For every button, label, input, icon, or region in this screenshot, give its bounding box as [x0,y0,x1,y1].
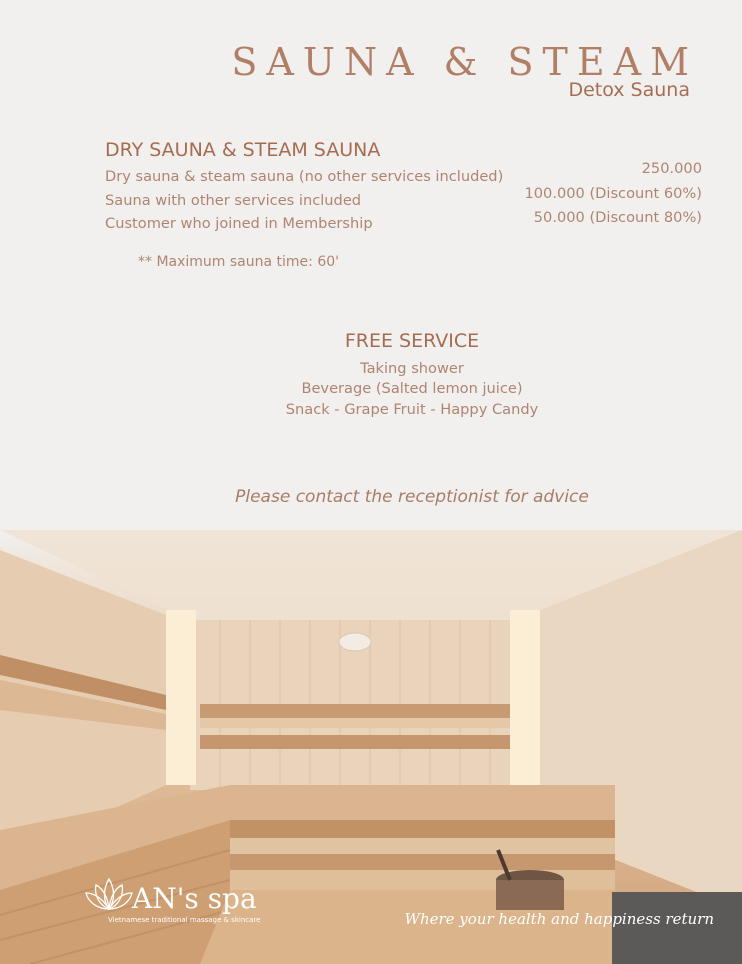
sauna-time-note: ** Maximum sauna time: 60' [138,254,339,270]
service-price: 100.000 (Discount 60%) [524,185,702,202]
service-name: Dry sauna & steam sauna (no other services included) [105,168,504,185]
brand-tagline: Vietnamese traditional massage & skincare [108,916,261,924]
service-price: 250.000 [641,160,702,177]
service-name: Customer who joined in Membership [105,215,373,232]
lotus-icon [84,875,134,913]
service-price: 50.000 (Discount 80%) [533,209,702,226]
contact-note: Please contact the receptionist for advice [235,487,589,507]
free-service-item: Beverage (Salted lemon juice) [301,380,523,397]
page-title: SAUNA & STEAM [231,40,698,84]
service-name: Sauna with other services included [105,192,362,209]
section-title: DRY SAUNA & STEAM SAUNA [105,139,381,161]
free-service-item: Taking shower [360,360,464,377]
free-service-item: Snack - Grape Fruit - Happy Candy [285,401,539,418]
brand-name: AN's spa [132,882,257,915]
free-service-title: FREE SERVICE [344,330,480,352]
slogan: Where your health and happiness return [404,910,714,928]
page-subtitle: Detox Sauna [568,79,690,101]
